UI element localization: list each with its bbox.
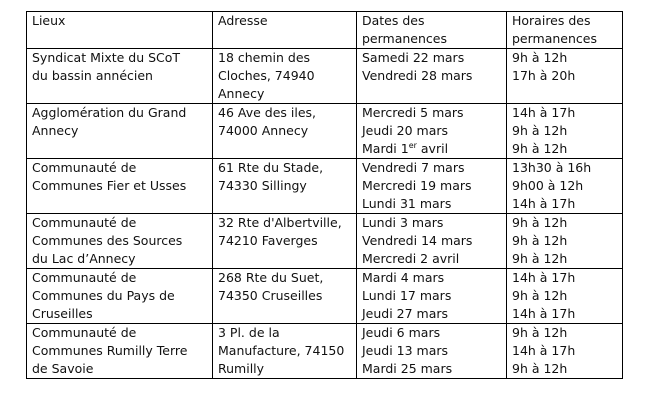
- table-row: [27, 49, 623, 104]
- cell-line: Cruseilles: [32, 306, 93, 321]
- cell-horaires: [507, 104, 623, 159]
- cell-line: 17h à 20h: [512, 68, 576, 83]
- cell-line: Mardi 25 mars: [362, 361, 453, 376]
- cell-line: Samedi 22 mars: [362, 50, 465, 65]
- cell-line: Lundi 31 mars: [362, 196, 452, 211]
- cell-line: Mercredi 2 avril: [362, 251, 460, 266]
- cell-line: Mercredi 5 mars: [362, 105, 464, 120]
- cell-line: 9h à 12h: [512, 215, 568, 230]
- cell-line: 18 chemin des: [218, 50, 311, 65]
- cell-line: Vendredi 7 mars: [362, 160, 465, 175]
- cell-line: 32 Rte d'Albertville,: [218, 215, 342, 230]
- cell-line: 9h à 12h: [512, 141, 568, 156]
- header-cell-lieux: Lieux: [27, 12, 213, 49]
- cell-line: 74000 Annecy: [218, 123, 309, 138]
- cell-line: Annecy: [32, 123, 79, 138]
- cell-line: Rumilly: [218, 361, 265, 376]
- permanences-table: [26, 11, 623, 379]
- cell-line: 14h à 17h: [512, 270, 576, 285]
- cell-line: 46 Ave des iles,: [218, 105, 316, 120]
- cell-line: 74210 Faverges: [218, 233, 318, 248]
- cell-dates: [357, 49, 507, 104]
- cell-line: 268 Rte du Suet,: [218, 270, 324, 285]
- header-cell-adresse: Adresse: [213, 12, 357, 49]
- cell-adresse: [213, 49, 357, 104]
- cell-line: Communes du Pays de: [32, 288, 175, 303]
- cell-line: Jeudi 20 mars: [362, 123, 449, 138]
- cell-line: 3 Pl. de la: [218, 325, 280, 340]
- cell-dates: [357, 324, 507, 379]
- cell-line: Lundi 17 mars: [362, 288, 452, 303]
- cell-line: 9h à 12h: [512, 123, 568, 138]
- cell-horaires: [507, 49, 623, 104]
- cell-line: Jeudi 6 mars: [362, 325, 441, 340]
- cell-line: 14h à 17h: [512, 306, 576, 321]
- cell-lieu: [27, 269, 213, 324]
- cell-line: Communes Rumilly Terre: [32, 343, 188, 358]
- cell-line: Vendredi 14 mars: [362, 233, 473, 248]
- cell-line: du Lac d’Annecy: [32, 251, 136, 266]
- cell-line: 9h à 12h: [512, 288, 568, 303]
- header-horaires-text: Horaires des permanences: [512, 13, 597, 46]
- cell-dates: [357, 214, 507, 269]
- cell-adresse: [213, 104, 357, 159]
- cell-line: Jeudi 27 mars: [362, 306, 449, 321]
- cell-line: de Savoie: [32, 361, 94, 376]
- cell-line: du bassin annécien: [32, 68, 153, 83]
- cell-line: 9h à 12h: [512, 361, 568, 376]
- cell-line: Communauté de: [32, 270, 137, 285]
- permanences-document: [26, 11, 623, 379]
- cell-line: Mercredi 19 mars: [362, 178, 472, 193]
- table-row: [27, 269, 623, 324]
- cell-line: 14h à 17h: [512, 343, 576, 358]
- date-text: avril: [416, 141, 449, 156]
- cell-line: 9h à 12h: [512, 233, 568, 248]
- cell-line: 9h à 12h: [512, 50, 568, 65]
- cell-adresse: [213, 324, 357, 379]
- cell-line: Communes Fier et Usses: [32, 178, 187, 193]
- cell-line: Communes des Sources: [32, 233, 183, 248]
- cell-lieu: [27, 49, 213, 104]
- ordinal-superscript: er: [408, 141, 417, 150]
- cell-lieu: [27, 324, 213, 379]
- header-row: [27, 12, 623, 49]
- cell-line: 61 Rte du Stade,: [218, 160, 324, 175]
- cell-line: 13h30 à 16h: [512, 160, 592, 175]
- cell-lieu: [27, 214, 213, 269]
- cell-line: 9h à 12h: [512, 251, 568, 266]
- cell-horaires: [507, 159, 623, 214]
- cell-dates: [357, 269, 507, 324]
- cell-lieu: [27, 159, 213, 214]
- table-row: [27, 324, 623, 379]
- cell-line: Jeudi 13 mars: [362, 343, 449, 358]
- cell-horaires: [507, 324, 623, 379]
- cell-lieu: [27, 104, 213, 159]
- header-cell-dates: [357, 12, 507, 49]
- cell-adresse: [213, 159, 357, 214]
- cell-line: Syndicat Mixte du SCoT: [32, 50, 181, 65]
- cell-line: Lundi 3 mars: [362, 215, 444, 230]
- cell-adresse: [213, 269, 357, 324]
- cell-line: Agglomération du Grand: [32, 105, 187, 120]
- cell-line: 14h à 17h: [512, 105, 576, 120]
- cell-line: 9h00 à 12h: [512, 178, 584, 193]
- cell-line-with-superscript: [362, 140, 502, 158]
- cell-line: Manufacture, 74150: [218, 343, 345, 358]
- cell-line: Annecy: [218, 86, 265, 101]
- cell-line: 9h à 12h: [512, 325, 568, 340]
- table-row: [27, 104, 623, 159]
- cell-line: 74330 Sillingy: [218, 178, 307, 193]
- cell-line: Communauté de: [32, 215, 137, 230]
- date-text: Mardi 1: [362, 141, 409, 156]
- header-cell-horaires: [507, 12, 623, 49]
- cell-horaires: [507, 214, 623, 269]
- cell-adresse: [213, 214, 357, 269]
- cell-horaires: [507, 269, 623, 324]
- cell-line: Mardi 4 mars: [362, 270, 445, 285]
- cell-dates: [357, 159, 507, 214]
- cell-line: Cloches, 74940: [218, 68, 315, 83]
- header-dates-text: Dates des permanences: [362, 13, 447, 46]
- cell-line: Communauté de: [32, 160, 137, 175]
- cell-line: 74350 Cruseilles: [218, 288, 323, 303]
- cell-line: 14h à 17h: [512, 196, 576, 211]
- table-row: [27, 159, 623, 214]
- cell-dates: [357, 104, 507, 159]
- cell-line: Communauté de: [32, 325, 137, 340]
- table-row: [27, 214, 623, 269]
- cell-line: Vendredi 28 mars: [362, 68, 473, 83]
